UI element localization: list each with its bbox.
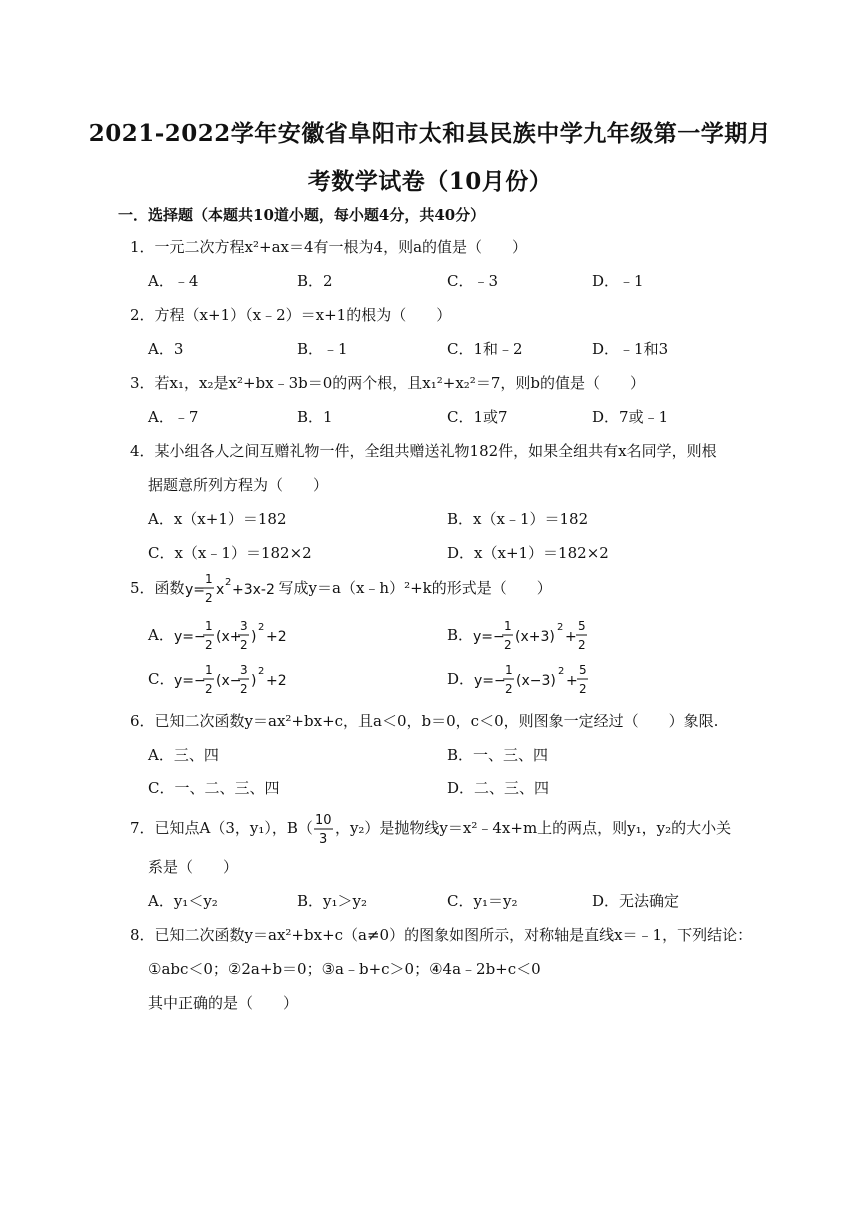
question-7-option-b: B．y₁＞y₂ bbox=[297, 892, 367, 910]
question-3-option-c: C．1或7 bbox=[447, 408, 508, 426]
question-7-fraction-10-3 bbox=[313, 809, 335, 849]
question-5-option-b-label: B． bbox=[447, 626, 474, 644]
question-5-suffix: 写成y＝a（x﹣h）²+k的形式是（ ） bbox=[278, 579, 552, 597]
svg-text:y=−: y=− bbox=[173, 629, 206, 645]
question-6-option-c: C．一、二、三、四 bbox=[148, 779, 280, 797]
svg-text:+: + bbox=[565, 629, 577, 645]
question-4-option-d: D．x（x+1）＝182×2 bbox=[447, 544, 609, 562]
svg-text:3: 3 bbox=[239, 619, 248, 633]
svg-text:y=−: y=− bbox=[473, 629, 505, 645]
svg-text:2: 2 bbox=[240, 682, 249, 696]
svg-text:2: 2 bbox=[257, 622, 265, 633]
svg-text:y=: y= bbox=[184, 582, 205, 598]
svg-text:(x+3): (x+3) bbox=[515, 629, 555, 645]
question-5-option-b-formula bbox=[473, 616, 613, 656]
question-3-option-a: A．﹣7 bbox=[148, 408, 199, 426]
question-7-prefix: 7．已知点A（3，y₁），B（ bbox=[130, 819, 313, 837]
exam-title-line2: 考数学试卷（10月份） bbox=[307, 168, 553, 195]
question-5-option-c-label: C． bbox=[148, 670, 175, 688]
svg-text:): ) bbox=[251, 673, 257, 689]
svg-text:3: 3 bbox=[240, 663, 249, 677]
svg-text:+: + bbox=[566, 673, 578, 689]
question-3-option-d: D．7或﹣1 bbox=[592, 408, 669, 426]
question-2-stem: 2．方程（x+1）（x﹣2）＝x+1的根为（ ） bbox=[130, 306, 452, 324]
svg-text:1: 1 bbox=[204, 572, 213, 586]
svg-text:5: 5 bbox=[578, 619, 586, 633]
question-7-stem-line2: 系是（ ） bbox=[148, 858, 239, 876]
svg-text:2: 2 bbox=[204, 591, 213, 605]
question-8-stem-line3: 其中正确的是（ ） bbox=[148, 994, 299, 1012]
question-5-option-d-label: D． bbox=[447, 670, 475, 688]
question-1-option-b: B．2 bbox=[297, 272, 333, 290]
question-2-option-b: B．﹣1 bbox=[297, 340, 348, 358]
svg-text:1: 1 bbox=[204, 619, 213, 633]
question-7-suffix: ，y₂）是抛物线y＝x²﹣4x+m上的两点，则y₁，y₂的大小关 bbox=[334, 819, 732, 837]
svg-text:y=−: y=− bbox=[174, 673, 207, 689]
svg-text:10: 10 bbox=[314, 813, 332, 828]
question-2-option-c: C．1和﹣2 bbox=[447, 340, 523, 358]
question-5-option-c-formula bbox=[174, 660, 304, 700]
question-6-option-a: A．三、四 bbox=[148, 746, 219, 764]
question-8-conclusions: ①abc＜0；②2a+b＝0；③a﹣b+c＞0；④4a﹣2b+c＜0 bbox=[148, 960, 541, 978]
svg-text:1: 1 bbox=[504, 619, 512, 633]
section-heading: 一．选择题（本题共10道小题，每小题4分，共40分） bbox=[118, 206, 486, 224]
question-5-prefix: 5．函数 bbox=[130, 579, 185, 597]
question-7-option-a: A．y₁＜y₂ bbox=[148, 892, 218, 910]
svg-text:2: 2 bbox=[205, 682, 214, 696]
svg-text:2: 2 bbox=[258, 666, 265, 677]
svg-text:2: 2 bbox=[224, 577, 231, 588]
question-6-option-b: B．一、三、四 bbox=[447, 746, 549, 764]
svg-text:(x+: (x+ bbox=[215, 629, 242, 645]
svg-text:2: 2 bbox=[505, 682, 513, 696]
question-5-option-d-formula bbox=[474, 660, 614, 700]
svg-text:y=−: y=− bbox=[474, 673, 506, 689]
question-2-option-a: A．3 bbox=[148, 340, 184, 358]
question-5-option-a-formula bbox=[174, 616, 304, 656]
question-7-option-d: D．无法确定 bbox=[592, 892, 680, 910]
question-1-stem: 1．一元二次方程x²+ax＝4有一根为4，则a的值是（ ） bbox=[130, 238, 528, 256]
question-8-stem-line1: 8．已知二次函数y＝ax²+bx+c（a≠0）的图象如图所示，对称轴是直线x＝﹣1，下列结论： bbox=[130, 926, 753, 944]
svg-text:2: 2 bbox=[557, 622, 564, 633]
exam-title-line1: 2021-2022学年安徽省阜阳市太和县民族中学九年级第一学期月 bbox=[88, 120, 772, 147]
question-4-option-c: C．x（x﹣1）＝182×2 bbox=[148, 544, 312, 562]
svg-text:1: 1 bbox=[205, 663, 214, 677]
svg-text:x: x bbox=[215, 582, 224, 598]
question-1-option-a: A．﹣4 bbox=[148, 272, 199, 290]
question-4-stem-line2: 据题意所列方程为（ ） bbox=[148, 476, 329, 494]
svg-text:3: 3 bbox=[318, 832, 328, 847]
question-5-function-formula bbox=[185, 569, 279, 609]
question-5-option-a bbox=[148, 615, 304, 655]
question-7-stem-line1 bbox=[130, 808, 731, 848]
svg-text:2: 2 bbox=[204, 638, 213, 652]
question-4-stem-line1: 4．某小组各人之间互赠礼物一件，全组共赠送礼物182件，如果全组共有x名同学，则根 bbox=[130, 442, 717, 460]
question-5-option-c bbox=[148, 659, 304, 699]
svg-text:): ) bbox=[250, 629, 257, 645]
svg-text:+2: +2 bbox=[265, 629, 287, 645]
question-4-option-b: B．x（x﹣1）＝182 bbox=[447, 510, 589, 528]
svg-text:2: 2 bbox=[579, 682, 587, 696]
question-5-option-a-label: A． bbox=[148, 626, 174, 644]
question-5-stem bbox=[130, 568, 552, 608]
svg-text:1: 1 bbox=[505, 663, 513, 677]
svg-text:5: 5 bbox=[579, 663, 587, 677]
question-6-option-d: D．二、三、四 bbox=[447, 779, 550, 797]
question-1-option-d: D．﹣1 bbox=[592, 272, 644, 290]
svg-text:2: 2 bbox=[504, 638, 512, 652]
svg-text:2: 2 bbox=[558, 666, 565, 677]
question-5-option-d bbox=[447, 659, 614, 699]
svg-text:(x−: (x− bbox=[216, 673, 242, 689]
question-7-option-c: C．y₁＝y₂ bbox=[447, 892, 518, 910]
svg-text:2: 2 bbox=[578, 638, 586, 652]
question-4-option-a: A．x（x+1）＝182 bbox=[148, 510, 287, 528]
svg-text:(x−3): (x−3) bbox=[516, 673, 556, 689]
question-6-stem: 6．已知二次函数y＝ax²+bx+c，且a＜0，b＝0，c＜0，则图象一定经过（ ）象限. bbox=[130, 712, 719, 730]
svg-text:+2: +2 bbox=[266, 673, 288, 689]
question-5-option-b bbox=[447, 615, 613, 655]
question-2-option-d: D．﹣1和3 bbox=[592, 340, 669, 358]
question-1-option-c: C．﹣3 bbox=[447, 272, 499, 290]
question-3-option-b: B．1 bbox=[297, 408, 333, 426]
question-3-stem: 3．若x₁，x₂是x²+bx﹣3b＝0的两个根，且x₁²+x₂²＝7，则b的值是（ ） bbox=[130, 374, 645, 392]
svg-text:+3x-2: +3x-2 bbox=[231, 582, 275, 598]
svg-text:2: 2 bbox=[239, 638, 248, 652]
